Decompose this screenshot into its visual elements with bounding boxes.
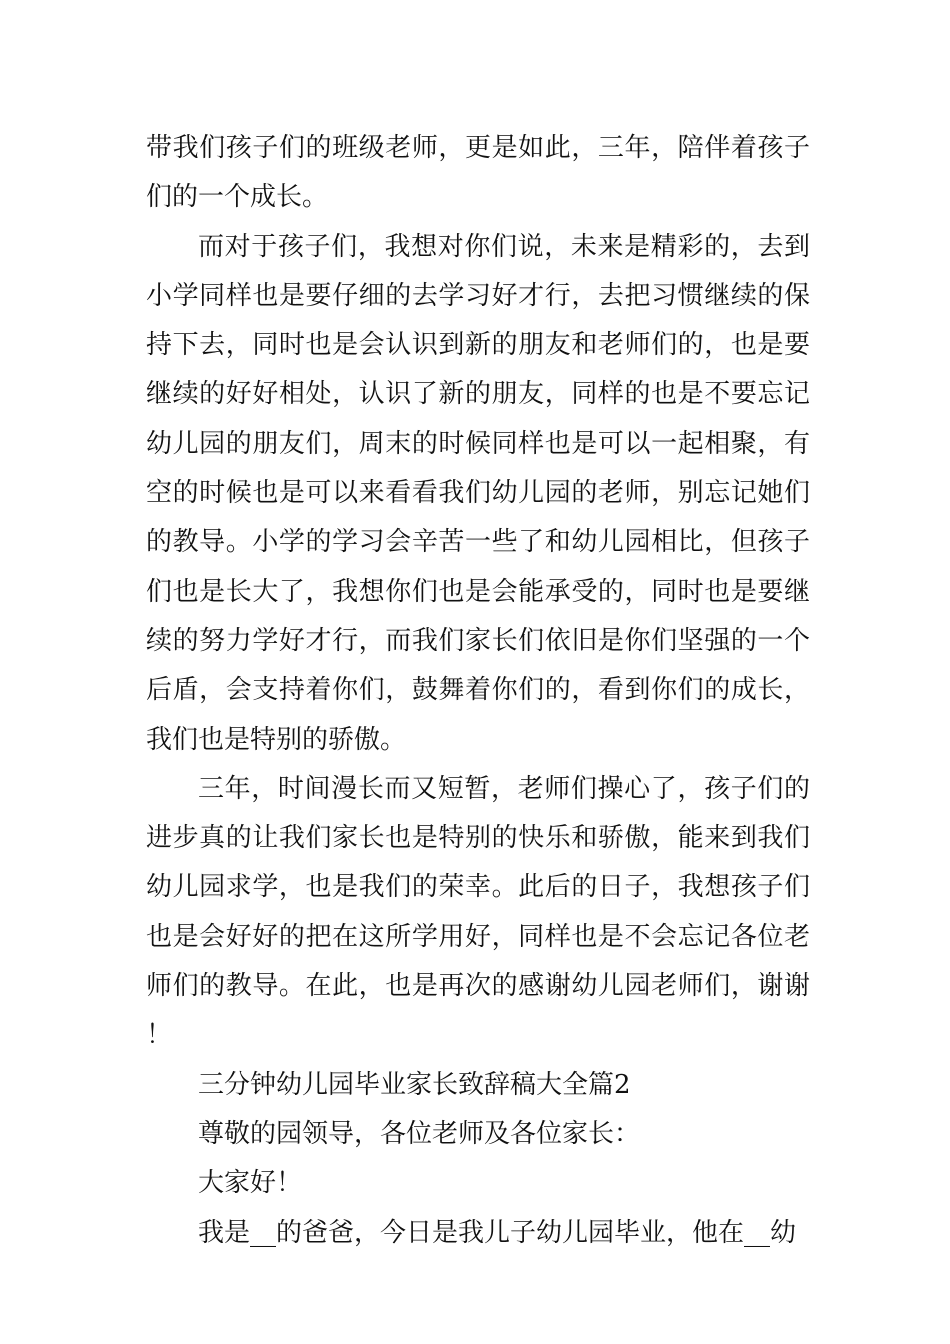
document-page xyxy=(146,124,810,1258)
section-title: 三分钟幼儿园毕业家长致辞稿大全篇2 xyxy=(198,1069,631,1100)
paragraph-intro: 我是__的爸爸，今日是我儿子幼儿园毕业，他在__幼 xyxy=(198,1217,797,1248)
paragraph-to-children: 而对于孩子们，我想对你们说，未来是精彩的，去到小学同样也是要仔细的去学习好才行，去把习惯继续的保持下去，同时也是会认识到新的朋友和老师们的，也是要继续的好好相处，认识了新的朋友，同样的也是不要忘记幼儿园的朋友们，周末的时候同样也是可以一起相聚，有空的时候也是可以来看看我们幼儿园的老师，别忘记她们的教导。小学的学习会辛苦一些了和幼儿园相比，但孩子们也是长大了，我想你们也是会能承受的，同时也是要继续的努力学好才行，而我们家长们依旧是你们坚强的一个后盾，会支持着你们，鼓舞着你们的，看到你们的成长，我们也是特别的骄傲。 xyxy=(146,231,810,755)
greeting: 大家好！ xyxy=(198,1168,303,1199)
paragraph-three-years: 三年，时间漫长而又短暂，老师们操心了，孩子们的进步真的让我们家长也是特别的快乐和骄傲，能来到我们幼儿园求学，也是我们的荣幸。此后的日子，我想孩子们也是会好好的把在这所学用好，同样也是不会忘记各位老师们的教导。在此，也是再次的感谢幼儿园老师们，谢谢！ xyxy=(146,773,810,1051)
paragraph-continuation: 带我们孩子们的班级老师，更是如此，三年，陪伴着孩子们的一个成长。 xyxy=(146,133,810,213)
salutation: 尊敬的园领导，各位老师及各位家长： xyxy=(198,1118,641,1149)
